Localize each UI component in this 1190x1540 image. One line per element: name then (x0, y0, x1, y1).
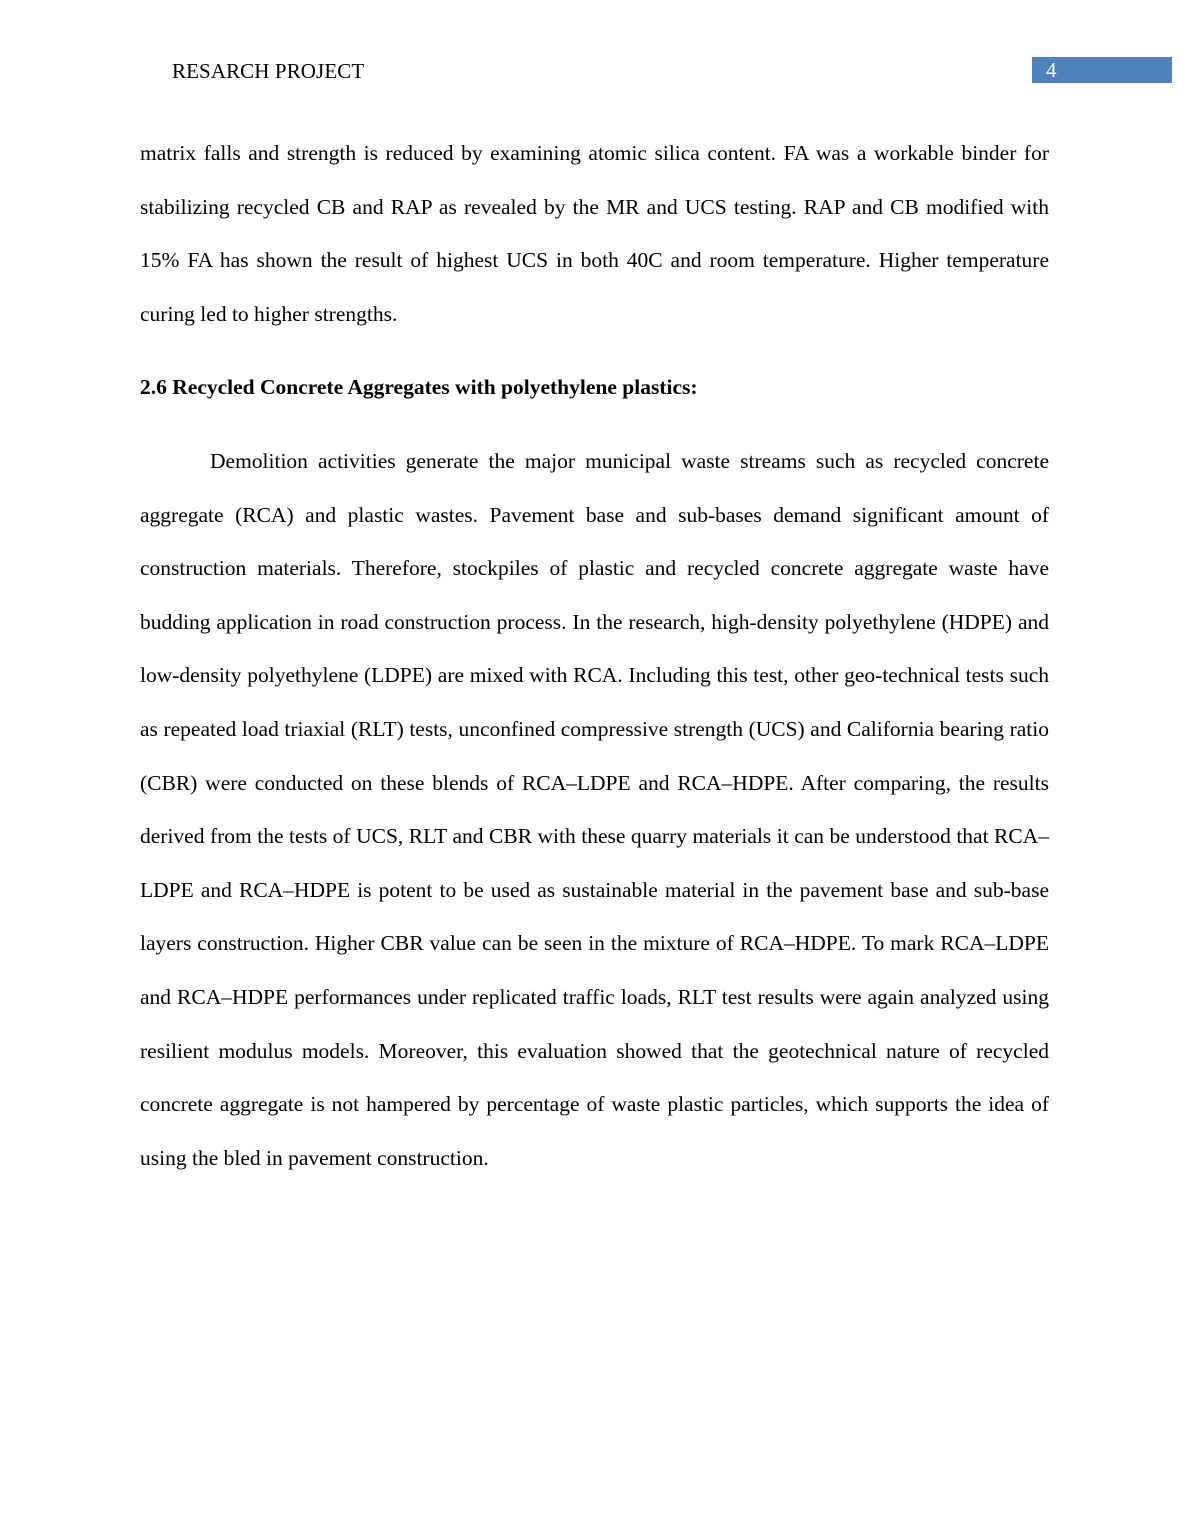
body-paragraph-2: Demolition activities generate the major municipal waste streams such as recycled concrete aggregate (RCA) and plastic wastes. Pavement base and sub-bases demand significant amount of construction materials. Therefore, stockpiles of plastic and recycled concrete aggregate waste have budding application in road construction process. In the research, high-density polyethylene (HDPE) and low-density polyethylene (LDPE) are mixed with RCA. Including this test, other geo-technical tests such as repeated load triaxial (RLT) tests, unconfined compressive strength (UCS) and California bearing ratio (CBR) were conducted on these blends of RCA–LDPE and RCA–HDPE. After comparing, the results derived from the tests of UCS, RLT and CBR with these quarry materials it can be understood that RCA–LDPE and RCA–HDPE is potent to be used as sustainable material in the pavement base and sub-base layers construction. Higher CBR value can be seen in the mixture of RCA–HDPE. To mark RCA–LDPE and RCA–HDPE performances under replicated traffic loads, RLT test results were again analyzed using resilient modulus models. Moreover, this evaluation showed that the geotechnical nature of recycled concrete aggregate is not hampered by percentage of waste plastic particles, which supports the idea of using the bled in pavement construction. (140, 449, 1049, 1170)
page-number-box (1032, 57, 1172, 83)
running-head: RESARCH PROJECT (172, 59, 365, 83)
body-paragraph-1: matrix falls and strength is reduced by examining atomic silica content. FA was a workable binder for stabilizing recycled CB and RAP as revealed by the MR and UCS testing. RAP and CB modified with 15% FA has shown the result of highest UCS in both 40C and room temperature. Higher temperature curing led to higher strengths. (140, 141, 1049, 326)
section-heading: 2.6 Recycled Concrete Aggregates with polyethylene plastics: (140, 375, 698, 399)
page-number: 4 (1046, 58, 1057, 82)
